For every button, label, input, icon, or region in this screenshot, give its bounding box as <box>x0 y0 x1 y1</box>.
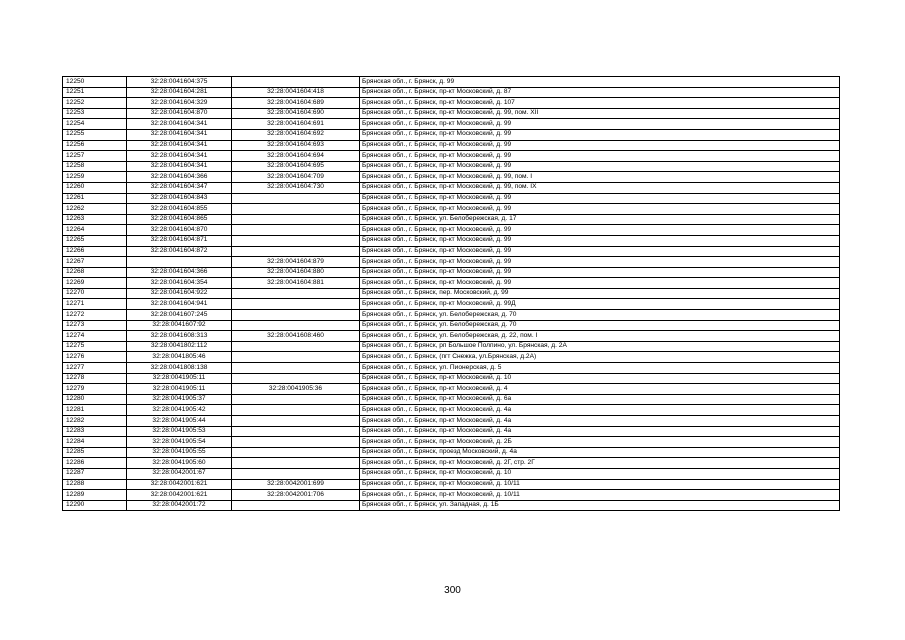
table-row <box>63 416 840 427</box>
cadastral-number-cell: 32:28:0041604:366 <box>127 267 232 278</box>
table-row <box>63 193 840 204</box>
record-number-cell: 12263 <box>63 214 127 225</box>
address-cell: Брянская обл., г. Брянск, пр-кт Московский, д. 99 <box>360 225 840 236</box>
address-cell: Брянская обл., г. Брянск, пр-кт Московский, д. 99 <box>360 151 840 162</box>
address-cell: Брянская обл., г. Брянск, рп Большое Полпино, ул. Брянская, д. 2А <box>360 341 840 352</box>
table-row <box>63 468 840 479</box>
record-number-cell: 12256 <box>63 140 127 151</box>
parent-cadastral-number-cell <box>232 426 360 437</box>
record-number-cell: 12274 <box>63 331 127 342</box>
address-cell: Брянская обл., г. Брянск, пр-кт Московский, д. 2Б <box>360 437 840 448</box>
parent-cadastral-number-cell <box>232 320 360 331</box>
record-number-cell: 12289 <box>63 490 127 501</box>
record-number-cell: 12271 <box>63 299 127 310</box>
record-number-cell: 12288 <box>63 479 127 490</box>
address-cell: Брянская обл., г. Брянск, пр-кт Московский, д. 87 <box>360 87 840 98</box>
cadastral-number-cell: 32:28:0041604:871 <box>127 235 232 246</box>
table-row <box>63 182 840 193</box>
cadastral-number-cell: 32:28:0041905:44 <box>127 416 232 427</box>
table-row <box>63 500 840 511</box>
table-row <box>63 225 840 236</box>
record-number-cell: 12276 <box>63 352 127 363</box>
parent-cadastral-number-cell <box>232 204 360 215</box>
cadastral-number-cell: 32:28:0041905:37 <box>127 394 232 405</box>
table-row <box>63 108 840 119</box>
parent-cadastral-number-cell: 32:28:0041604:691 <box>232 119 360 130</box>
cadastral-number-cell: 32:28:0041604:341 <box>127 161 232 172</box>
table-row <box>63 341 840 352</box>
cadastral-number-cell: 32:28:0041604:843 <box>127 193 232 204</box>
address-cell: Брянская обл., г. Брянск, пр-кт Московский, д. 10 <box>360 373 840 384</box>
address-cell: Брянская обл., г. Брянск, пр-кт Московский, д. 99, пом. XII <box>360 108 840 119</box>
record-number-cell: 12262 <box>63 204 127 215</box>
table-row <box>63 479 840 490</box>
cadastral-number-cell: 32:28:0041604:366 <box>127 172 232 183</box>
table-row <box>63 299 840 310</box>
parent-cadastral-number-cell <box>232 225 360 236</box>
table-row <box>63 87 840 98</box>
cadastral-registry-table <box>62 76 840 511</box>
parent-cadastral-number-cell <box>232 373 360 384</box>
table-row <box>63 447 840 458</box>
cadastral-number-cell: 32:28:0041802:112 <box>127 341 232 352</box>
table-row <box>63 490 840 501</box>
parent-cadastral-number-cell: 32:28:0041604:692 <box>232 129 360 140</box>
record-number-cell: 12270 <box>63 288 127 299</box>
cadastral-number-cell: 32:28:0041604:870 <box>127 108 232 119</box>
table-row <box>63 119 840 130</box>
address-cell: Брянская обл., г. Брянск, пр-кт Московский, д. 99 <box>360 204 840 215</box>
record-number-cell: 12273 <box>63 320 127 331</box>
parent-cadastral-number-cell <box>232 437 360 448</box>
record-number-cell: 12286 <box>63 458 127 469</box>
cadastral-number-cell: 32:28:0041604:375 <box>127 77 232 88</box>
record-number-cell: 12259 <box>63 172 127 183</box>
record-number-cell: 12275 <box>63 341 127 352</box>
parent-cadastral-number-cell <box>232 341 360 352</box>
address-cell: Брянская обл., г. Брянск, пр-кт Московский, д. 99 <box>360 140 840 151</box>
cadastral-number-cell: 32:28:0041604:341 <box>127 140 232 151</box>
parent-cadastral-number-cell: 32:28:0041604:693 <box>232 140 360 151</box>
address-cell: Брянская обл., г. Брянск, пр-кт Московский, д. 10 <box>360 468 840 479</box>
table-row <box>63 161 840 172</box>
cadastral-number-cell: 32:28:0041905:11 <box>127 384 232 395</box>
record-number-cell: 12284 <box>63 437 127 448</box>
parent-cadastral-number-cell <box>232 193 360 204</box>
cadastral-number-cell: 32:28:0041604:341 <box>127 119 232 130</box>
record-number-cell: 12279 <box>63 384 127 395</box>
table-row <box>63 257 840 268</box>
cadastral-number-cell: 32:28:0042001:621 <box>127 479 232 490</box>
parent-cadastral-number-cell: 32:28:0041905:36 <box>232 384 360 395</box>
cadastral-number-cell: 32:28:0041604:872 <box>127 246 232 257</box>
parent-cadastral-number-cell <box>232 394 360 405</box>
record-number-cell: 12277 <box>63 363 127 374</box>
cadastral-number-cell: 32:28:0041905:42 <box>127 405 232 416</box>
cadastral-number-cell: 32:28:0041604:341 <box>127 129 232 140</box>
table-row <box>63 214 840 225</box>
record-number-cell: 12250 <box>63 77 127 88</box>
cadastral-number-cell: 32:28:0041604:855 <box>127 204 232 215</box>
parent-cadastral-number-cell <box>232 447 360 458</box>
parent-cadastral-number-cell <box>232 310 360 321</box>
table-row <box>63 437 840 448</box>
parent-cadastral-number-cell: 32:28:0041604:730 <box>232 182 360 193</box>
cadastral-number-cell: 32:28:0041607:92 <box>127 320 232 331</box>
table-row <box>63 172 840 183</box>
address-cell: Брянская обл., г. Брянск, пр-кт Московский, д. 4а <box>360 426 840 437</box>
cadastral-number-cell: 32:28:0041604:347 <box>127 182 232 193</box>
record-number-cell: 12269 <box>63 278 127 289</box>
address-cell: Брянская обл., г. Брянск, пр-кт Московский, д. 6а <box>360 394 840 405</box>
address-cell: Брянская обл., г. Брянск, пр-кт Московский, д. 99 <box>360 193 840 204</box>
address-cell: Брянская обл., г. Брянск, пр-кт Московский, д. 10/11 <box>360 490 840 501</box>
record-number-cell: 12264 <box>63 225 127 236</box>
parent-cadastral-number-cell <box>232 299 360 310</box>
parent-cadastral-number-cell: 32:28:0041604:695 <box>232 161 360 172</box>
address-cell: Брянская обл., г. Брянск, ул. Белобережская, д. 17 <box>360 214 840 225</box>
parent-cadastral-number-cell: 32:28:0041604:881 <box>232 278 360 289</box>
record-number-cell: 12260 <box>63 182 127 193</box>
address-cell: Брянская обл., г. Брянск, пр-кт Московский, д. 99 <box>360 129 840 140</box>
address-cell: Брянская обл., г. Брянск, пр-кт Московский, д. 99Д <box>360 299 840 310</box>
table-row <box>63 235 840 246</box>
address-cell: Брянская обл., г. Брянск, ул. Белобережская, д. 70 <box>360 310 840 321</box>
record-number-cell: 12251 <box>63 87 127 98</box>
table-row <box>63 288 840 299</box>
cadastral-number-cell: 32:28:0041608:313 <box>127 331 232 342</box>
address-cell: Брянская обл., г. Брянск, пр-кт Московский, д. 99 <box>360 119 840 130</box>
address-cell: Брянская обл., г. Брянск, пр-кт Московский, д. 10/11 <box>360 479 840 490</box>
cadastral-number-cell: 32:28:0041905:55 <box>127 447 232 458</box>
parent-cadastral-number-cell <box>232 363 360 374</box>
address-cell: Брянская обл., г. Брянск, д. 99 <box>360 77 840 88</box>
address-cell: Брянская обл., г. Брянск, ул. Пионерская, д. 5 <box>360 363 840 374</box>
table-row <box>63 363 840 374</box>
address-cell: Брянская обл., г. Брянск, пр-кт Московский, д. 99 <box>360 257 840 268</box>
parent-cadastral-number-cell: 32:28:0041608:460 <box>232 331 360 342</box>
parent-cadastral-number-cell <box>232 288 360 299</box>
table-row <box>63 204 840 215</box>
address-cell: Брянская обл., г. Брянск, пр-кт Московский, д. 4а <box>360 405 840 416</box>
address-cell: Брянская обл., г. Брянск, пр-кт Московский, д. 4 <box>360 384 840 395</box>
cadastral-number-cell: 32:28:0042001:621 <box>127 490 232 501</box>
record-number-cell: 12261 <box>63 193 127 204</box>
table-row <box>63 310 840 321</box>
record-number-cell: 12267 <box>63 257 127 268</box>
table-row <box>63 77 840 88</box>
record-number-cell: 12255 <box>63 129 127 140</box>
cadastral-number-cell: 32:28:0041808:138 <box>127 363 232 374</box>
record-number-cell: 12254 <box>63 119 127 130</box>
address-cell: Брянская обл., г. Брянск, ул. Западная, д. 1Б <box>360 500 840 511</box>
cadastral-number-cell: 32:28:0041604:341 <box>127 151 232 162</box>
table-row <box>63 394 840 405</box>
address-cell: Брянская обл., г. Брянск, пр-кт Московский, д. 2Г, стр. 2Г <box>360 458 840 469</box>
parent-cadastral-number-cell: 32:28:0042001:706 <box>232 490 360 501</box>
cadastral-number-cell: 32:28:0041604:329 <box>127 98 232 109</box>
table-row <box>63 98 840 109</box>
table-row <box>63 458 840 469</box>
page-number: 300 <box>444 585 461 596</box>
record-number-cell: 12268 <box>63 267 127 278</box>
record-number-cell: 12252 <box>63 98 127 109</box>
parent-cadastral-number-cell <box>232 458 360 469</box>
cadastral-number-cell: 32:28:0041805:46 <box>127 352 232 363</box>
table-row <box>63 267 840 278</box>
parent-cadastral-number-cell: 32:28:0041604:690 <box>232 108 360 119</box>
cadastral-number-cell: 32:28:0041604:281 <box>127 87 232 98</box>
parent-cadastral-number-cell <box>232 500 360 511</box>
address-cell: Брянская обл., г. Брянск, пр-кт Московский, д. 99 <box>360 235 840 246</box>
address-cell: Брянская обл., г. Брянск, пр-кт Московский, д. 107 <box>360 98 840 109</box>
record-number-cell: 12287 <box>63 468 127 479</box>
table-row <box>63 246 840 257</box>
parent-cadastral-number-cell <box>232 468 360 479</box>
address-cell: Брянская обл., г. Брянск, пр-кт Московский, д. 99, пом. I <box>360 172 840 183</box>
table-row <box>63 320 840 331</box>
cadastral-number-cell: 32:28:0041604:865 <box>127 214 232 225</box>
table-row <box>63 129 840 140</box>
cadastral-number-cell: 32:28:0041604:870 <box>127 225 232 236</box>
record-number-cell: 12290 <box>63 500 127 511</box>
record-number-cell: 12280 <box>63 394 127 405</box>
record-number-cell: 12285 <box>63 447 127 458</box>
table-row <box>63 151 840 162</box>
record-number-cell: 12257 <box>63 151 127 162</box>
record-number-cell: 12283 <box>63 426 127 437</box>
parent-cadastral-number-cell: 32:28:0041604:689 <box>232 98 360 109</box>
cadastral-number-cell: 32:28:0041905:60 <box>127 458 232 469</box>
parent-cadastral-number-cell: 32:28:0041604:880 <box>232 267 360 278</box>
address-cell: Брянская обл., г. Брянск, пр-кт Московский, д. 99 <box>360 267 840 278</box>
record-number-cell: 12278 <box>63 373 127 384</box>
parent-cadastral-number-cell <box>232 405 360 416</box>
record-number-cell: 12266 <box>63 246 127 257</box>
cadastral-number-cell: 32:28:0041604:922 <box>127 288 232 299</box>
table-row <box>63 373 840 384</box>
table-row <box>63 140 840 151</box>
cadastral-number-cell: 32:28:0042001:72 <box>127 500 232 511</box>
parent-cadastral-number-cell <box>232 352 360 363</box>
cadastral-number-cell: 32:28:0041604:941 <box>127 299 232 310</box>
address-cell: Брянская обл., г. Брянск, ул. Белобережская, д. 22, пом. I <box>360 331 840 342</box>
table-row <box>63 426 840 437</box>
cadastral-number-cell: 32:28:0041905:11 <box>127 373 232 384</box>
address-cell: Брянская обл., г. Брянск, ул. Белобережская, д. 70 <box>360 320 840 331</box>
address-cell: Брянская обл., г. Брянск, пр-кт Московский, д. 99 <box>360 161 840 172</box>
address-cell: Брянская обл., г. Брянск, пр-кт Московский, д. 4а <box>360 416 840 427</box>
record-number-cell: 12253 <box>63 108 127 119</box>
address-cell: Брянская обл., г. Брянск, (пгт Снежка, ул.Брянская, д.2А) <box>360 352 840 363</box>
parent-cadastral-number-cell <box>232 246 360 257</box>
cadastral-number-cell <box>127 257 232 268</box>
cadastral-number-cell: 32:28:0041607:245 <box>127 310 232 321</box>
record-number-cell: 12281 <box>63 405 127 416</box>
parent-cadastral-number-cell <box>232 235 360 246</box>
cadastral-number-cell: 32:28:0041604:354 <box>127 278 232 289</box>
parent-cadastral-number-cell: 32:28:0041604:709 <box>232 172 360 183</box>
table-row <box>63 384 840 395</box>
parent-cadastral-number-cell: 32:28:0041604:694 <box>232 151 360 162</box>
address-cell: Брянская обл., г. Брянск, проезд Московский, д. 4а <box>360 447 840 458</box>
parent-cadastral-number-cell: 32:28:0042001:699 <box>232 479 360 490</box>
address-cell: Брянская обл., г. Брянск, пр-кт Московский, д. 99 <box>360 246 840 257</box>
parent-cadastral-number-cell: 32:28:0041604:418 <box>232 87 360 98</box>
parent-cadastral-number-cell <box>232 416 360 427</box>
parent-cadastral-number-cell: 32:28:0041604:879 <box>232 257 360 268</box>
record-number-cell: 12272 <box>63 310 127 321</box>
parent-cadastral-number-cell <box>232 77 360 88</box>
address-cell: Брянская обл., г. Брянск, пер. Московский, д. 99 <box>360 288 840 299</box>
cadastral-number-cell: 32:28:0041905:54 <box>127 437 232 448</box>
table-row <box>63 352 840 363</box>
parent-cadastral-number-cell <box>232 214 360 225</box>
cadastral-number-cell: 32:28:0041905:53 <box>127 426 232 437</box>
record-number-cell: 12258 <box>63 161 127 172</box>
address-cell: Брянская обл., г. Брянск, пр-кт Московский, д. 99, пом. IX <box>360 182 840 193</box>
registry-table-body <box>63 77 840 511</box>
table-row <box>63 331 840 342</box>
cadastral-number-cell: 32:28:0042001:67 <box>127 468 232 479</box>
table-row <box>63 405 840 416</box>
record-number-cell: 12265 <box>63 235 127 246</box>
table-row <box>63 278 840 289</box>
record-number-cell: 12282 <box>63 416 127 427</box>
address-cell: Брянская обл., г. Брянск, пр-кт Московский, д. 99 <box>360 278 840 289</box>
